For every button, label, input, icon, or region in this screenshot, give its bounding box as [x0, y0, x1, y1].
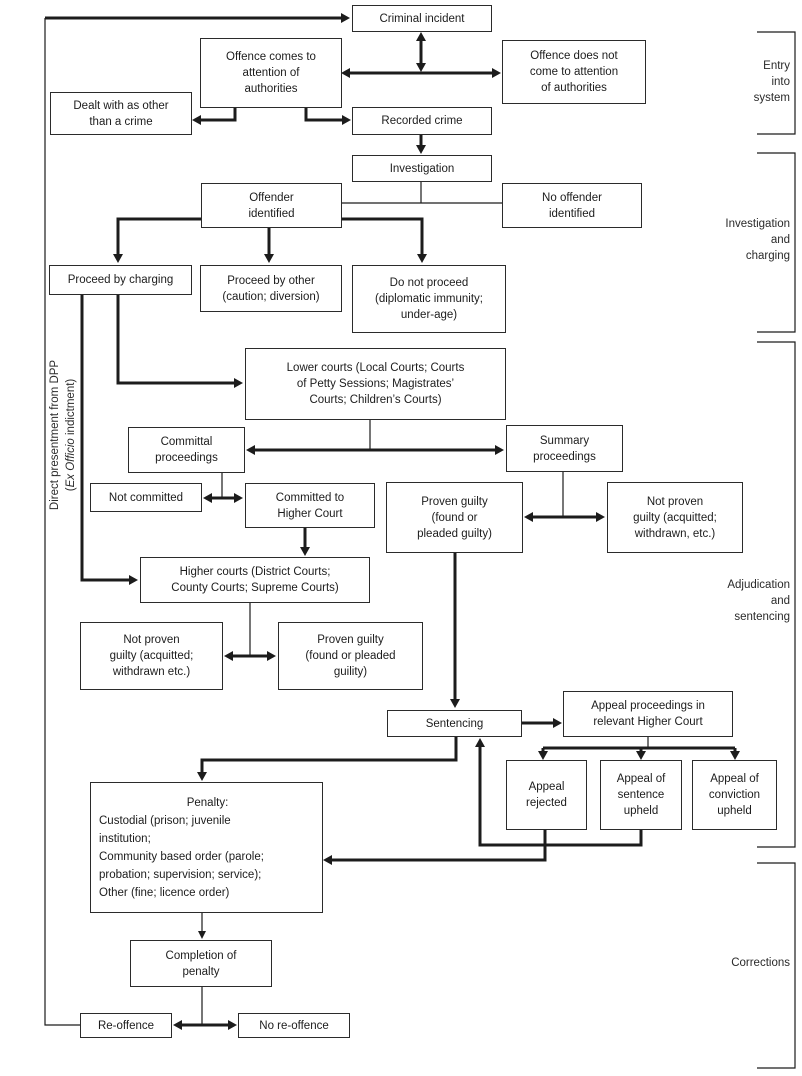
- node-proven-guilty-higher: [278, 622, 423, 690]
- node-offence-no-attention-line: Offence does not: [530, 50, 618, 62]
- section-label-entry-into-system: [640, 58, 790, 106]
- node-appeal-conviction-upheld-line: upheld: [717, 805, 752, 817]
- node-offence-attention-line: Offence comes to: [226, 51, 316, 63]
- node-dealt-other-line: than a crime: [89, 115, 153, 128]
- node-not-proven-guilty-summary-line: guilty (acquitted;: [633, 511, 717, 524]
- node-not-proven-guilty-higher-line: guilty (acquitted;: [109, 650, 194, 662]
- section-label-entry-into-system-line: system: [753, 92, 790, 104]
- section-label-adjudication-sentencing: [640, 577, 790, 625]
- node-not-proven-guilty-summary: [607, 482, 743, 553]
- node-appeal-sentence-upheld: [600, 760, 682, 830]
- node-appeal-proceedings-line: Appeal proceedings in: [591, 700, 705, 712]
- node-not-proven-guilty-higher-line: withdrawn etc.): [112, 666, 191, 678]
- node-lower-courts: [245, 348, 506, 420]
- node-sentencing-line: Sentencing: [425, 717, 484, 730]
- node-recorded-crime: [352, 107, 492, 135]
- node-higher-courts-line: County Courts; Supreme Courts): [171, 582, 339, 594]
- node-completion-of-penalty-line: Completion of: [165, 949, 237, 962]
- node-summary-proceedings: [506, 425, 623, 472]
- section-label-corrections: [640, 955, 790, 971]
- node-higher-courts: [140, 557, 370, 603]
- node-committed-higher-court-line: Higher Court: [277, 507, 343, 520]
- section-label-adjudication-sentencing-line: sentencing: [734, 611, 790, 623]
- node-summary-proceedings-line: proceedings: [533, 450, 596, 463]
- node-penalty-line: Penalty:: [186, 796, 229, 809]
- node-no-offender: [502, 183, 642, 228]
- node-no-reoffence: [238, 1013, 350, 1038]
- direct-presentment-line1: Direct presentment from DPP: [49, 359, 61, 511]
- node-offender-identified-line: identified: [248, 207, 295, 220]
- node-proceed-charging: [49, 265, 192, 295]
- section-label-investigation-charging: [640, 216, 790, 264]
- node-penalty-line: institution;: [99, 832, 151, 845]
- node-proceed-other-line: (caution; diversion): [222, 290, 320, 303]
- node-do-not-proceed-line: under-age): [400, 309, 458, 321]
- node-offence-no-attention-line: come to attention: [529, 66, 619, 78]
- node-reoffence: [80, 1013, 172, 1038]
- node-appeal-proceedings: [563, 691, 733, 737]
- node-appeal-sentence-upheld-line: Appeal of: [616, 773, 666, 785]
- node-offender-identified-line: Offender: [249, 191, 294, 204]
- node-summary-proceedings-line: Summary: [539, 434, 590, 447]
- node-penalty-line: Community based order (parole;: [99, 850, 264, 863]
- node-no-offender-line: No offender: [542, 191, 602, 204]
- node-higher-courts-line: Higher courts (District Courts;: [179, 566, 331, 578]
- node-completion-of-penalty-line: penalty: [182, 965, 220, 978]
- node-offence-no-attention-line: of authorities: [541, 82, 607, 94]
- section-label-investigation-charging-line: and: [770, 234, 790, 246]
- node-appeal-proceedings-line: relevant Higher Court: [593, 716, 703, 728]
- section-label-adjudication-sentencing-line: Adjudication: [727, 579, 790, 591]
- node-committed-higher-court: [245, 483, 375, 528]
- node-offence-no-attention: [502, 40, 646, 104]
- node-completion-of-penalty: [130, 940, 272, 987]
- node-proceed-charging-line: Proceed by charging: [67, 274, 174, 286]
- node-criminal-incident: [352, 5, 492, 32]
- node-dealt-other: [50, 92, 192, 135]
- ex-officio-italic: Ex Officio: [65, 438, 77, 488]
- node-not-proven-guilty-summary-line: Not proven: [646, 495, 704, 508]
- section-label-entry-into-system-line: into: [771, 76, 790, 88]
- node-not-committed-line: Not committed: [108, 491, 184, 504]
- node-investigation: [352, 155, 492, 182]
- section-label-corrections-line: Corrections: [731, 957, 790, 969]
- node-proven-guilty-higher-line: (found or pleaded: [305, 650, 396, 662]
- node-committal-proceedings-line: proceedings: [155, 452, 218, 464]
- node-not-proven-guilty-higher-line: Not proven: [123, 634, 180, 646]
- node-appeal-sentence-upheld-line: upheld: [623, 805, 659, 817]
- node-offender-identified: [201, 183, 342, 228]
- direct-presentment-line2: [63, 295, 79, 575]
- node-appeal-conviction-upheld-line: Appeal of: [710, 773, 759, 785]
- node-dealt-other-line: Dealt with as other: [73, 99, 169, 112]
- node-criminal-incident-line: Criminal incident: [379, 12, 465, 25]
- node-not-committed: [90, 483, 202, 512]
- node-proven-guilty-higher-line: Proven guilty: [317, 634, 384, 646]
- node-no-reoffence-line: No re-offence: [259, 1019, 329, 1032]
- node-proven-guilty-summary-line: pleaded guilty): [417, 527, 492, 540]
- node-penalty: [90, 782, 323, 913]
- node-no-offender-line: identified: [548, 207, 596, 220]
- node-offence-attention: [200, 38, 342, 108]
- node-appeal-rejected-line: rejected: [526, 797, 567, 809]
- node-proven-guilty-summary: [386, 482, 523, 553]
- node-lower-courts-line: of Petty Sessions; Magistrates’: [296, 378, 455, 390]
- node-proceed-other-line: Proceed by other: [227, 274, 315, 287]
- node-proven-guilty-summary-line: Proven guilty: [421, 495, 488, 508]
- node-recorded-crime-line: Recorded crime: [381, 115, 463, 127]
- node-not-proven-guilty-summary-line: withdrawn, etc.): [634, 527, 716, 540]
- node-committal-proceedings: [128, 427, 245, 473]
- node-do-not-proceed: [352, 265, 506, 333]
- node-offence-attention-line: authorities: [244, 83, 298, 95]
- section-label-adjudication-sentencing-line: and: [770, 595, 790, 607]
- node-lower-courts-line: Lower courts (Local Courts; Courts: [286, 362, 465, 374]
- node-reoffence-line: Re-offence: [97, 1019, 155, 1032]
- node-penalty-line: probation; supervision; service);: [99, 868, 262, 881]
- node-do-not-proceed-line: Do not proceed: [389, 277, 469, 289]
- node-investigation-line: Investigation: [389, 162, 455, 175]
- section-label-entry-into-system-line: Entry: [763, 60, 790, 72]
- node-not-proven-guilty-higher: [80, 622, 223, 690]
- node-penalty-line: Custodial (prison; juvenile: [99, 814, 231, 827]
- node-lower-courts-line: Courts; Children’s Courts): [309, 394, 442, 406]
- node-committal-proceedings-line: Committal: [160, 436, 213, 448]
- note-paren-close: indictment): [65, 378, 77, 439]
- note-paren-open: (: [65, 487, 77, 492]
- node-proven-guilty-summary-line: (found or: [431, 511, 478, 524]
- node-appeal-conviction-upheld-line: conviction: [708, 789, 761, 801]
- node-appeal-sentence-upheld-line: sentence: [617, 789, 665, 801]
- node-offence-attention-line: attention of: [242, 67, 300, 79]
- section-label-investigation-charging-line: Investigation: [725, 218, 790, 230]
- direct-presentment-note: [47, 295, 81, 575]
- node-proceed-other: [200, 265, 342, 312]
- node-appeal-conviction-upheld: [692, 760, 777, 830]
- node-sentencing: [387, 710, 522, 737]
- node-do-not-proceed-line: (diplomatic immunity;: [375, 293, 483, 305]
- node-committed-higher-court-line: Committed to: [275, 491, 345, 504]
- node-appeal-rejected-line: Appeal: [528, 781, 565, 793]
- node-appeal-rejected: [506, 760, 587, 830]
- node-proven-guilty-higher-line: guility): [333, 666, 368, 678]
- section-label-investigation-charging-line: charging: [745, 250, 790, 262]
- node-penalty-line: Other (fine; licence order): [99, 886, 230, 899]
